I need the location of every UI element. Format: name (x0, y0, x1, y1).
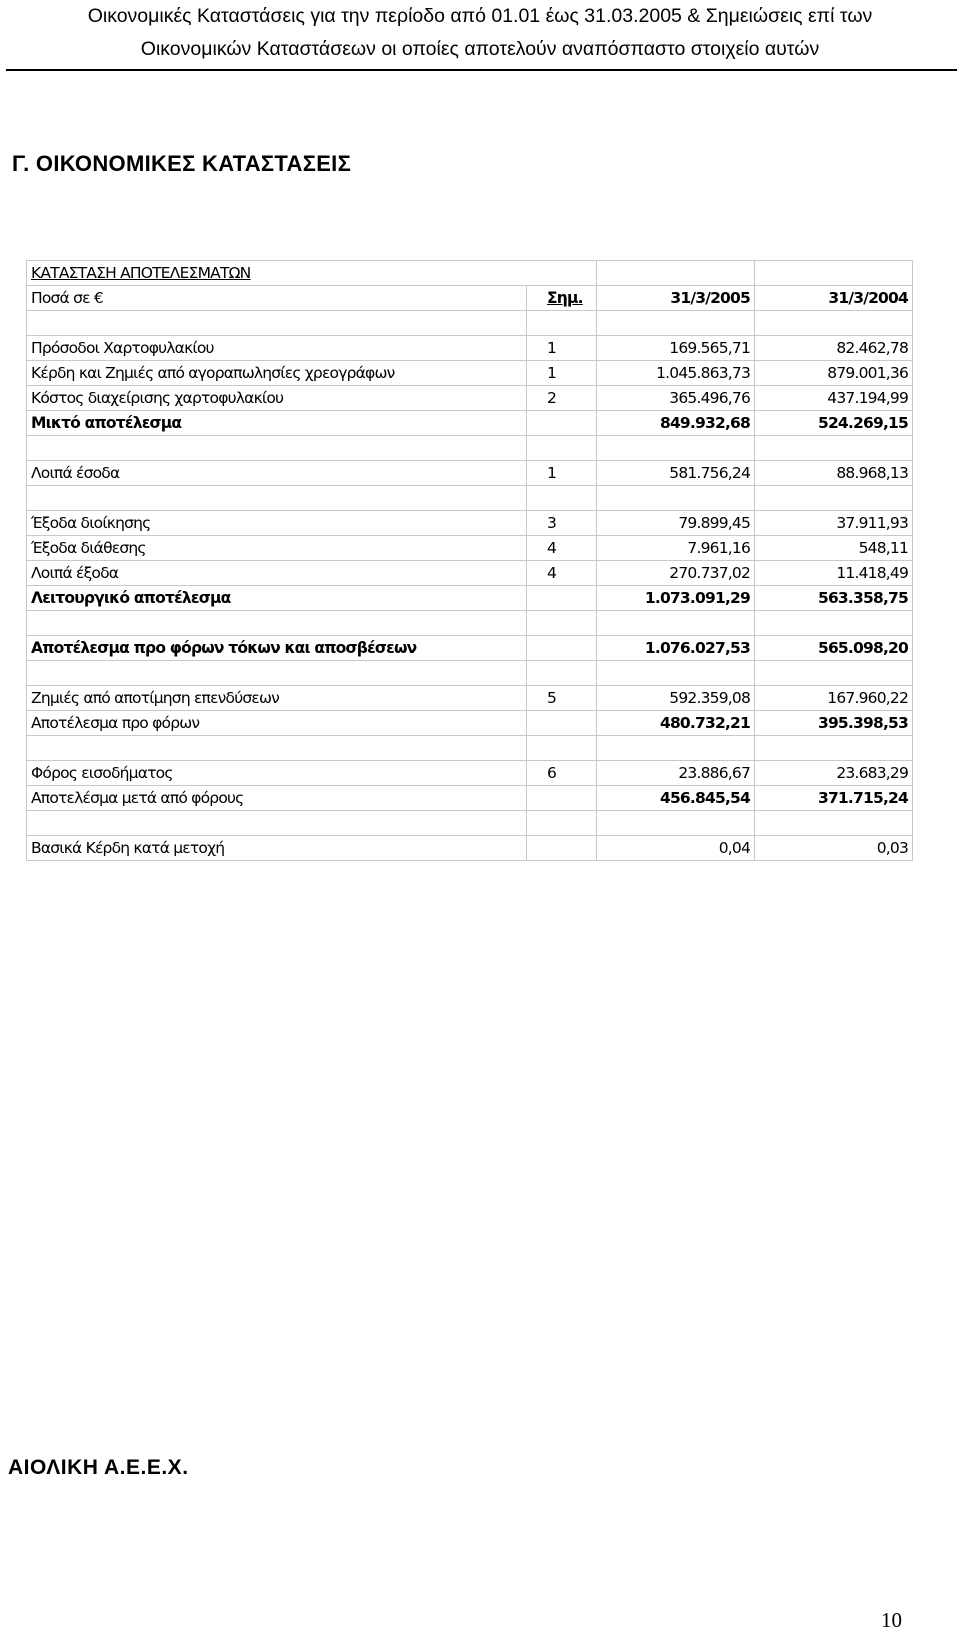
row-note: 1 (527, 361, 597, 386)
row-note: 4 (527, 536, 597, 561)
row-value-2004: 167.960,22 (755, 686, 913, 711)
table-row (27, 336, 913, 361)
spacer-row (27, 436, 913, 461)
row-value-2004: 88.968,13 (755, 461, 913, 486)
row-note (527, 836, 597, 861)
row-value-2005: 1.073.091,29 (597, 586, 755, 611)
row-value-2004: 524.269,15 (755, 411, 913, 436)
row-note: 5 (527, 686, 597, 711)
row-label: Ζημιές από αποτίμηση επενδύσεων (27, 686, 527, 711)
row-label: Αποτελέσμα μετά από φόρους (27, 786, 527, 811)
row-value-2005: 592.359,08 (597, 686, 755, 711)
table-row (27, 536, 913, 561)
document-header (0, 0, 960, 66)
row-value-2005: 849.932,68 (597, 411, 755, 436)
row-label: Αποτέλεσμα προ φόρων (27, 711, 527, 736)
row-value-2005: 270.737,02 (597, 561, 755, 586)
row-value-2005: 169.565,71 (597, 336, 755, 361)
header-line-1: Οικονομικές Καταστάσεις για την περίοδο από 01.01 έως 31.03.2005 & Σημειώσεις επί των (87, 5, 873, 27)
row-value-2004: 37.911,93 (755, 511, 913, 536)
row-label: Βασικά Κέρδη κατά μετοχή (27, 836, 527, 861)
row-note (527, 711, 597, 736)
row-label: Έξοδα διοίκησης (27, 511, 527, 536)
row-value-2004: 82.462,78 (755, 336, 913, 361)
row-label: Λειτουργικό αποτέλεσμα (27, 586, 527, 611)
table-row (27, 561, 913, 586)
spacer-row (27, 486, 913, 511)
row-label: Πρόσοδοι Χαρτοφυλακίου (27, 336, 527, 361)
row-note: 6 (527, 761, 597, 786)
row-value-2004: 395.398,53 (755, 711, 913, 736)
row-label: Αποτέλεσμα προ φόρων τόκων και αποσβέσεων (27, 636, 527, 661)
row-note (527, 411, 597, 436)
row-value-2004: 879.001,36 (755, 361, 913, 386)
table-row (27, 786, 913, 811)
row-value-2004: 437.194,99 (755, 386, 913, 411)
row-note (527, 586, 597, 611)
currency-label: Ποσά σε € (27, 286, 527, 311)
row-value-2005: 480.732,21 (597, 711, 755, 736)
spacer-row (27, 736, 913, 761)
spacer-row (27, 611, 913, 636)
row-note: 4 (527, 561, 597, 586)
row-value-2004: 565.098,20 (755, 636, 913, 661)
row-note (527, 636, 597, 661)
row-value-2005: 1.076.027,53 (597, 636, 755, 661)
table-row (27, 836, 913, 861)
row-note: 2 (527, 386, 597, 411)
row-value-2004: 11.418,49 (755, 561, 913, 586)
row-label: Λοιπά έξοδα (27, 561, 527, 586)
table-row (27, 511, 913, 536)
row-note: 1 (527, 461, 597, 486)
row-note: 1 (527, 336, 597, 361)
table-row (27, 761, 913, 786)
spacer-row (27, 811, 913, 836)
table-row (27, 386, 913, 411)
spacer-row (27, 311, 913, 336)
page-number: 10 (881, 1608, 902, 1632)
col-2004-header: 31/3/2004 (755, 286, 913, 311)
table-header-row (27, 286, 913, 311)
table-title-row (27, 261, 913, 286)
table-row-subtotal (27, 636, 913, 661)
row-value-2004: 23.683,29 (755, 761, 913, 786)
table-row-subtotal (27, 411, 913, 436)
row-value-2005: 23.886,67 (597, 761, 755, 786)
income-statement-table (26, 260, 913, 861)
table-row (27, 711, 913, 736)
spacer-row (27, 661, 913, 686)
row-label: Κέρδη και Ζημιές από αγοραπωλησίες χρεογράφων (27, 361, 527, 386)
row-value-2005: 581.756,24 (597, 461, 755, 486)
row-label: Μικτό αποτέλεσμα (27, 411, 527, 436)
row-label: Φόρος εισοδήματος (27, 761, 527, 786)
row-label: Έξοδα διάθεσης (27, 536, 527, 561)
row-value-2004: 548,11 (755, 536, 913, 561)
section-title: Γ. ΟΙΚΟΝΟΜΙΚΕΣ ΚΑΤΑΣΤΑΣΕΙΣ (12, 151, 352, 176)
company-name: ΑΙΟΛΙΚΗ Α.Ε.Ε.Χ. (8, 1456, 189, 1479)
row-note: 3 (527, 511, 597, 536)
row-value-2005: 0,04 (597, 836, 755, 861)
table-row (27, 361, 913, 386)
table-row (27, 461, 913, 486)
row-value-2005: 456.845,54 (597, 786, 755, 811)
header-line-2: Οικονομικών Καταστάσεων οι οποίες αποτελούν αναπόσπαστο στοιχείο αυτών (140, 38, 820, 60)
table-row (27, 686, 913, 711)
row-value-2004: 371.715,24 (755, 786, 913, 811)
row-value-2004: 563.358,75 (755, 586, 913, 611)
row-value-2005: 7.961,16 (597, 536, 755, 561)
row-value-2005: 365.496,76 (597, 386, 755, 411)
table-row-subtotal (27, 586, 913, 611)
row-value-2005: 1.045.863,73 (597, 361, 755, 386)
col-note-header: Σημ. (547, 289, 583, 307)
row-value-2004: 0,03 (755, 836, 913, 861)
header-rule (6, 69, 957, 71)
row-label: Κόστος διαχείρισης χαρτοφυλακίου (27, 386, 527, 411)
row-note (527, 786, 597, 811)
statement-title: ΚΑΤΑΣΤΑΣΗ ΑΠΟΤΕΛΕΣΜΑΤΩΝ (31, 264, 251, 282)
row-label: Λοιπά έσοδα (27, 461, 527, 486)
col-2005-header: 31/3/2005 (597, 286, 755, 311)
row-value-2005: 79.899,45 (597, 511, 755, 536)
